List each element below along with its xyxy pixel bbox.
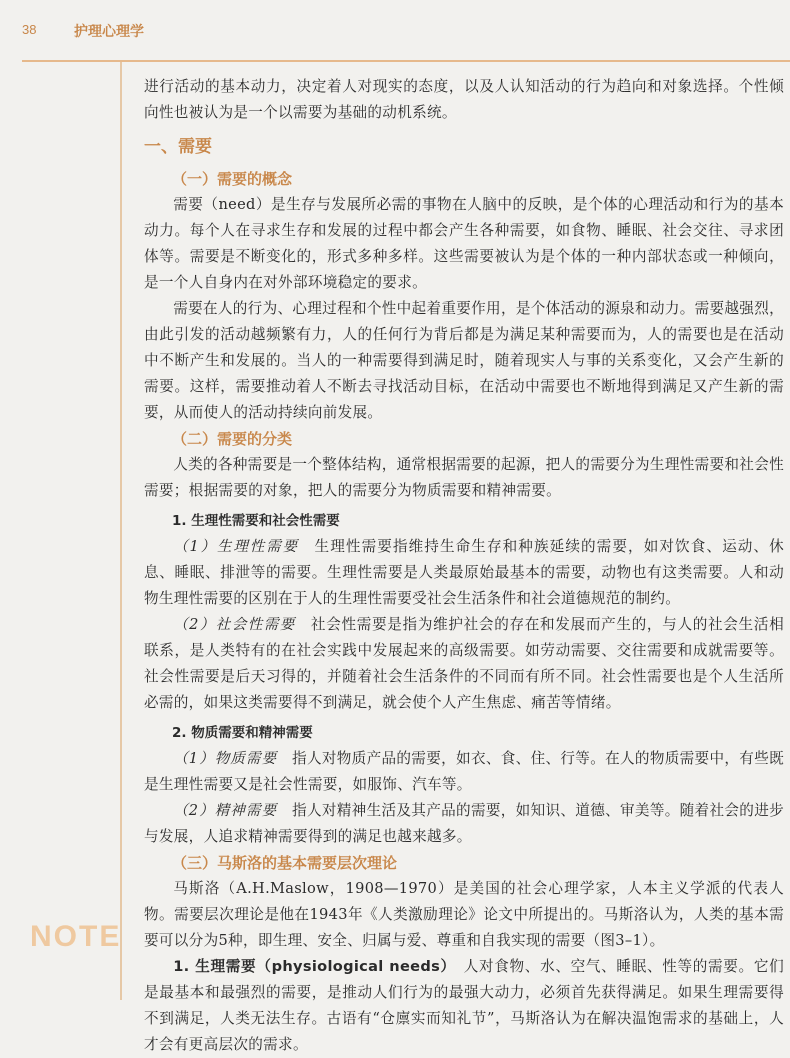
paragraph: 人类的各种需要是一个整体结构，通常根据需要的起源，把人的需要分为生理性需要和社会性需要；根据需要的对象，把人的需要分为物质需要和精神需要。 bbox=[144, 456, 784, 499]
term-text: 指人对精神生活及其产品的需要，如知识、道德、审美等。随着社会的进步与发展，人追求精神需要得到的满足也越来越多。 bbox=[144, 802, 784, 845]
bold-lead: 1. 生理需要（physiological needs） bbox=[173, 958, 449, 975]
paragraph bbox=[144, 746, 784, 798]
paragraph: 马斯洛（A.H.Maslow，1908—1970）是美国的社会心理学家，人本主义学派的代表人物。需要层次理论是他在1943年《人类激励理论》论文中所提出的。马斯洛认为，人类的基本需要可以分为5种，即生理、安全、归属与爱、尊重和自我实现的需要（图3–1）。 bbox=[144, 880, 784, 949]
term-text: 指人对物质产品的需要，如衣、食、住、行等。在人的物质需要中，有些既是生理性需要又是社会性需要，如服饰、汽车等。 bbox=[144, 750, 784, 793]
term-text: 人对食物、水、空气、睡眠、性等的需要。它们是最基本和最强烈的需要，是推动人们行为的最强大动力，必须首先获得满足。如果生理需要得不到满足，人类无法生存。古语有“仓廪实而知礼节”，马斯洛认为在解决温饱需求的基础上，人才会有更高层次的需求。 bbox=[144, 958, 784, 1053]
term-text: 社会性需要是指为维护社会的存在和发展而产生的，与人的社会生活相联系，是人类特有的在社会实践中发展起来的高级需要。如劳动需要、交往需要和成就需要等。社会性需要是后天习得的，并随着社会生活条件的不同而有所不同。社会性需要也是个人生活所必需的，如果这类需要得不到满足，就会使个人产生焦虑、痛苦等情绪。 bbox=[144, 616, 784, 711]
note-logo: NOTE bbox=[30, 920, 122, 953]
term-social: （2）社会性需要 bbox=[173, 616, 296, 633]
paragraph: 需要在人的行为、心理过程和个性中起着重要作用，是个体活动的源泉和动力。需要越强烈，由此引发的活动越频繁有力，人的任何行为背后都是为满足某种需要而为，人的需要也是在活动中不断产生和发展的。当人的一种需要得到满足时，随着现实人与事的关系变化，又会产生新的需要。这样，需要推动着人不断去寻找活动目标，在活动中需要也不断地得到满足又产生新的需要，从而使人的活动持续向前发展。 bbox=[144, 300, 784, 421]
term-spiritual: （2）精神需要 bbox=[173, 802, 278, 819]
subsection-heading-maslow: （三）马斯洛的基本需要层次理论 bbox=[172, 854, 398, 872]
heading-material-spiritual: 2. 物质需要和精神需要 bbox=[172, 725, 313, 741]
paragraph bbox=[144, 534, 784, 612]
term-material: （1）物质需要 bbox=[173, 750, 278, 767]
intro-paragraph: 进行活动的基本动力，决定着人对现实的态度，以及人认知活动的行为趋向和对象选择。个性倾向性也被认为是一个以需要为基础的动机系统。 bbox=[144, 78, 784, 121]
page-body bbox=[144, 74, 784, 1058]
paragraph bbox=[144, 612, 784, 716]
book-title: 护理心理学 bbox=[74, 24, 144, 40]
paragraph: 需要（need）是生存与发展所必需的事物在人脑中的反映，是个体的心理活动和行为的基本动力。每个人在寻求生存和发展的过程中都会产生各种需要，如食物、睡眠、社会交往、寻求团体等。需要是不断变化的，形式多种多样。这些需要被认为是个体的一种内部状态或一种倾向，是一个人自身内在对外部环境稳定的要求。 bbox=[144, 196, 784, 291]
paragraph bbox=[144, 798, 784, 850]
term-physiological: （1）生理性需要 bbox=[173, 538, 299, 555]
page-number: 38 bbox=[22, 22, 37, 37]
heading-physiological-social: 1. 生理性需要和社会性需要 bbox=[172, 513, 340, 529]
subsection-heading-concept: （一）需要的概念 bbox=[172, 170, 293, 188]
paragraph bbox=[144, 954, 784, 1058]
margin-rule bbox=[120, 62, 122, 1000]
header-rule bbox=[22, 60, 790, 62]
subsection-heading-classification: （二）需要的分类 bbox=[172, 430, 293, 448]
section-heading-needs: 一、需要 bbox=[144, 137, 212, 157]
term-text: 生理性需要指维持生命生存和种族延续的需要，如对饮食、运动、休息、睡眠、排泄等的需要。生理性需要是人类最原始最基本的需要，动物也有这类需要。人和动物生理性需要的区别在于人的生理性需要受社会生活条件和社会道德规范的制约。 bbox=[144, 538, 784, 607]
